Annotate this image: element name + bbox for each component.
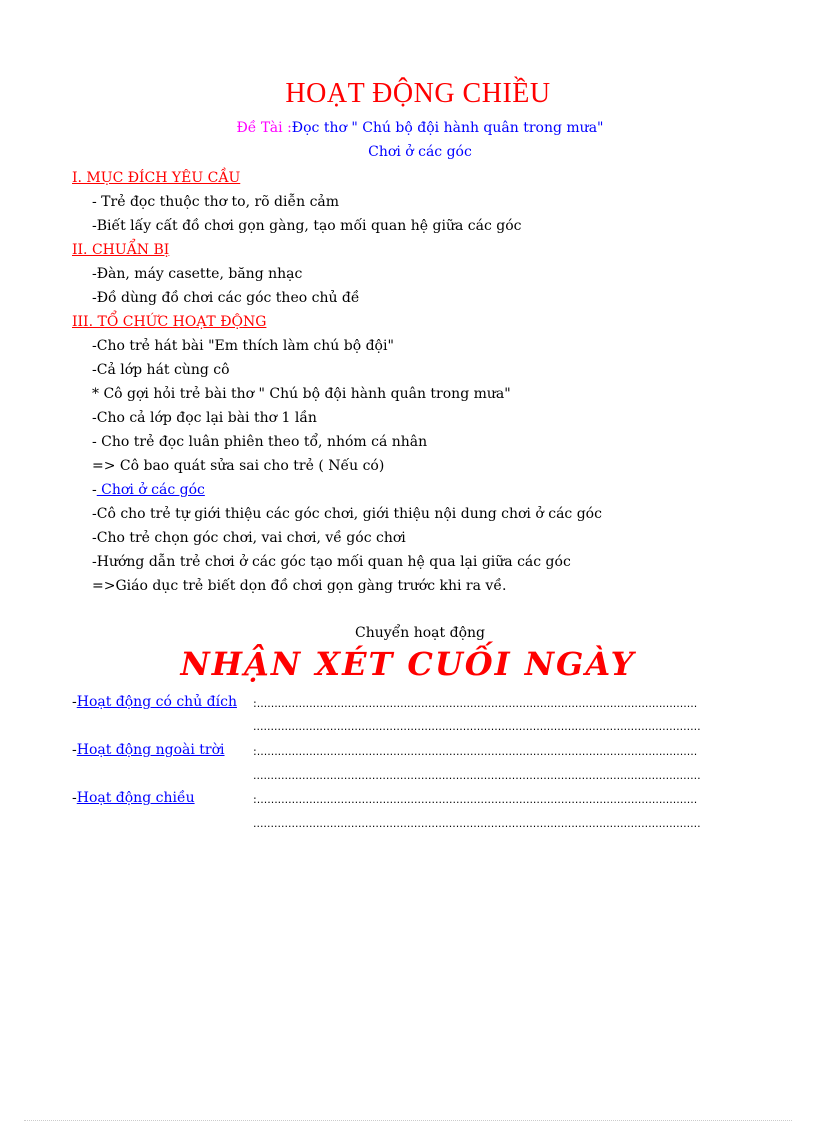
subject-text: Đọc thơ " Chú bộ đội hành quân trong mưa"	[291, 120, 604, 136]
evaluation-row-label	[72, 789, 195, 807]
evaluation-row-label	[72, 741, 225, 759]
evaluation-link-afternoon[interactable]: Hoạt động chiều	[76, 790, 195, 806]
lesson-subject	[0, 120, 816, 136]
section-heading-activities: III. TỔ CHỨC HOẠT ĐỘNG	[72, 314, 267, 330]
activity-item: -Cho trẻ chọn góc chơi, vai chơi, về góc chơi	[92, 530, 406, 546]
evaluation-row-label	[72, 693, 237, 711]
purpose-item: -Biết lấy cất đồ chơi gọn gàng, tạo mối quan hệ giữa các góc	[92, 218, 522, 234]
evaluation-link-outdoor[interactable]: Hoạt động ngoài trời	[76, 742, 225, 758]
page-bottom-divider	[24, 1120, 792, 1121]
activity-item: -Cô cho trẻ tự giới thiệu các góc chơi, giới thiệu nội dung chơi ở các góc	[92, 506, 602, 522]
section-heading-purpose: I. MỤC ĐÍCH YÊU CẦU	[72, 170, 241, 186]
lesson-subtitle: Chơi ở các góc	[368, 144, 472, 160]
evaluation-link-focused[interactable]: Hoạt động có chủ đích	[76, 694, 237, 710]
corner-play-line	[92, 481, 205, 499]
activity-item: =>Giáo dục trẻ biết dọn đồ chơi gọn gàng trước khi ra về.	[92, 578, 507, 594]
transition-text: Chuyển hoạt động	[355, 625, 485, 641]
activity-item: => Cô bao quát sửa sai cho trẻ ( Nếu có)	[92, 458, 385, 474]
row-prefix: -	[72, 694, 77, 710]
purpose-item: - Trẻ đọc thuộc thơ to, rõ diễn cảm	[92, 194, 340, 210]
fill-line: ................................................................................................................................	[253, 720, 701, 733]
activity-item: -Cho cả lớp đọc lại bài thơ 1 lần	[92, 410, 317, 426]
evaluation-title: NHẬN XÉT CUỐI NGÀY	[180, 645, 636, 683]
activity-item: -Cả lớp hát cùng cô	[92, 362, 230, 378]
preparation-item: -Đồ dùng đồ chơi các góc theo chủ đề	[92, 290, 360, 306]
page-title: HOẠT ĐỘNG CHIỀU	[285, 78, 551, 109]
row-prefix: -	[72, 742, 77, 758]
fill-line: ................................................................................................................................	[253, 769, 701, 782]
activity-item: - Cho trẻ đọc luân phiên theo tổ, nhóm cá nhân	[92, 434, 428, 450]
fill-line: ................................................................................................................................	[253, 817, 701, 830]
fill-line: :..............................................................................................................................	[253, 793, 698, 806]
activity-item: -Cho trẻ hát bài "Em thích làm chú bộ đội"	[92, 338, 394, 354]
fill-line: :..............................................................................................................................	[253, 745, 698, 758]
corner-play-prefix: -	[92, 482, 97, 498]
corner-play-link[interactable]: Chơi ở các góc	[96, 482, 205, 498]
subject-label: Đề Tài :	[236, 120, 292, 136]
fill-line: :..............................................................................................................................	[253, 697, 698, 710]
activity-item: * Cô gợi hỏi trẻ bài thơ " Chú bộ đội hành quân trong mưa"	[92, 386, 511, 402]
activity-item: -Hướng dẫn trẻ chơi ở các góc tạo mối quan hệ qua lại giữa các góc	[92, 554, 571, 570]
section-heading-preparation: II. CHUẨN BỊ	[72, 242, 170, 258]
row-prefix: -	[72, 790, 77, 806]
preparation-item: -Đàn, máy casette, băng nhạc	[92, 266, 303, 282]
